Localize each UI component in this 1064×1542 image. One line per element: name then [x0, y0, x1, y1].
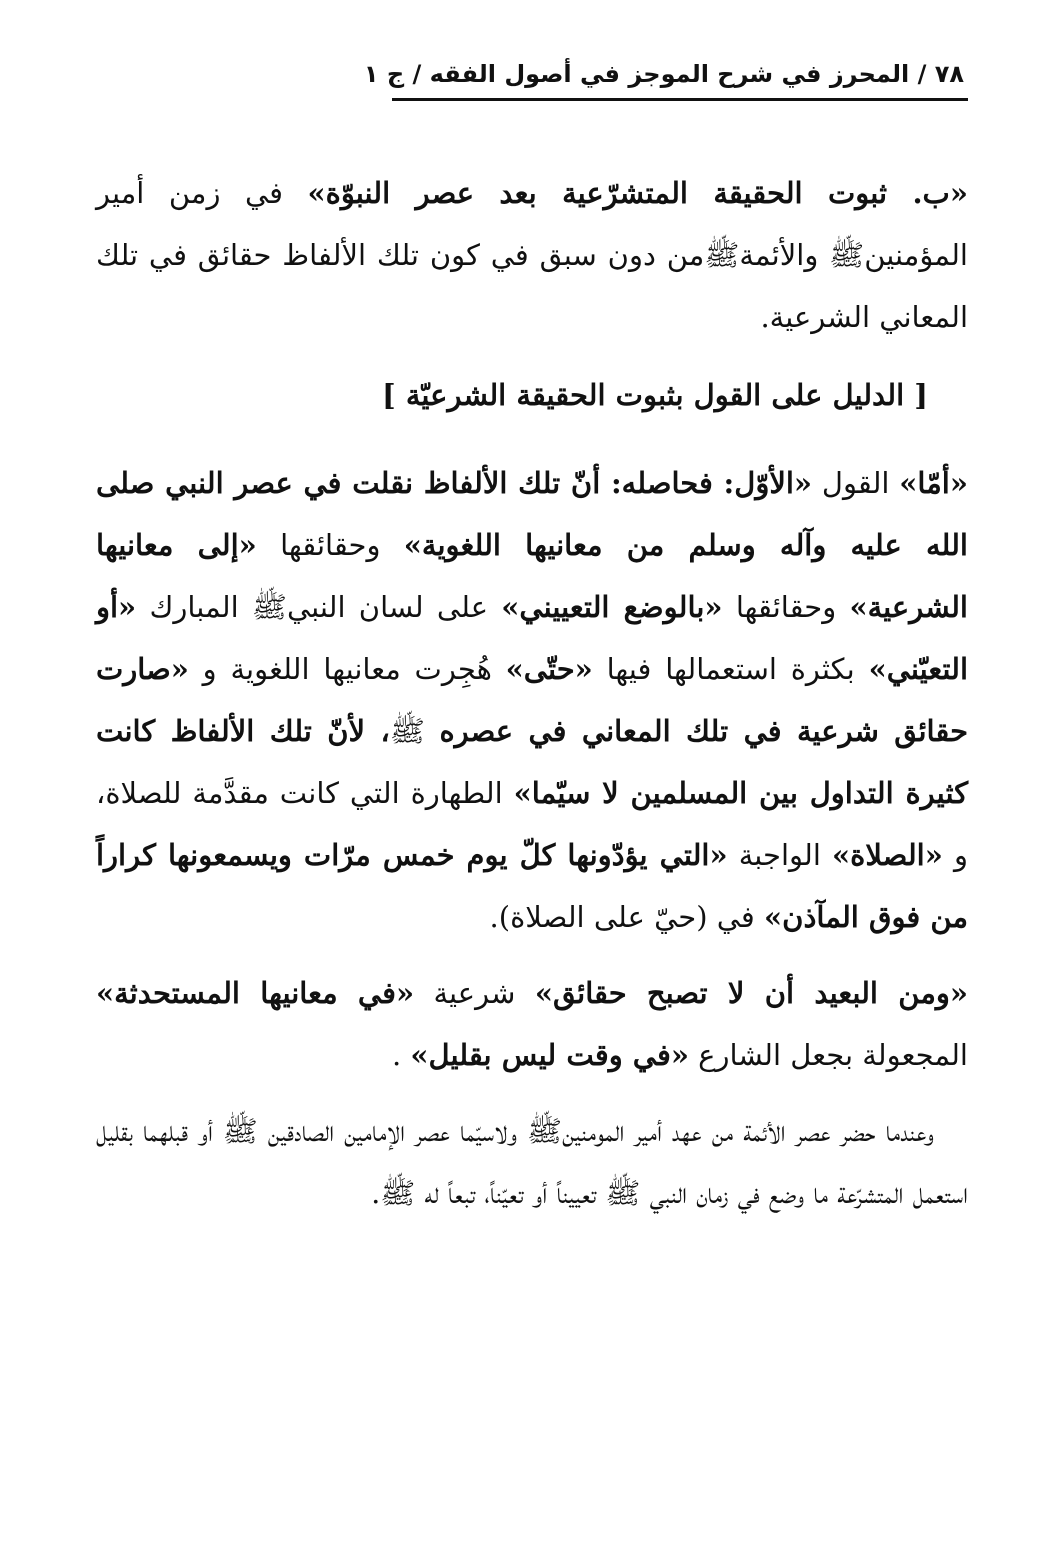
- text-segment: أو قبلهما بقليل استعمل المتشرّعة ما وضع في زمان النبي: [96, 1114, 968, 1210]
- paragraph-4: [96, 1100, 968, 1224]
- text-segment: المبارك: [136, 590, 252, 624]
- text-segment: «إلى معانيها الشرعية»: [96, 528, 968, 624]
- text-segment: الطهارة التي كانت مقدَّمة للصلاة، و: [96, 776, 968, 872]
- header-rule: [392, 98, 968, 101]
- text-segment: .: [371, 1176, 381, 1210]
- text-segment: «أو التعيّني»: [96, 590, 968, 686]
- paragraph-2: [96, 452, 968, 948]
- text-segment: «صارت حقائق شرعية في تلك المعاني في عصره: [96, 652, 968, 748]
- text-segment: وعندما حضر عصر الأئمة من عهد أمير المومنين: [562, 1114, 934, 1148]
- running-header: ٧٨ / المحرز في شرح الموجز في أصول الفقه / ج ١: [363, 60, 964, 88]
- text-segment: «بالوضع التعييني»: [501, 590, 723, 624]
- text-segment: «الصلاة»: [832, 838, 943, 872]
- honorific-glyph: ﷺ: [605, 1176, 641, 1210]
- text-segment: من دون سبق في كون تلك الألفاظ حقائق في تلك المعاني الشرعية.: [96, 238, 968, 334]
- honorific-glyph: ﷺ: [829, 238, 865, 272]
- text-segment: هُجِرت معانيها اللغوية و: [188, 652, 506, 686]
- text-segment: ، لأنّ تلك الألفاظ كانت كثيرة التداول بين المسلمين لا سيّما»: [96, 714, 968, 810]
- text-segment: «في وقت ليس بقليل»: [410, 1038, 689, 1072]
- text-segment: «التي يؤدّونها كلّ يوم خمس مرّات ويسمعونها كراراً من فوق المآذن»: [96, 838, 968, 934]
- text-segment: في زمن أمير المؤمنين: [96, 176, 968, 272]
- text-segment: «ب. ثبوت الحقيقة المتشرّعية بعد عصر النبوّة»: [307, 176, 968, 210]
- honorific-glyph: ﷺ: [704, 238, 740, 272]
- text-segment: الواجبة: [727, 838, 833, 872]
- text-segment: «ومن البعيد أن لا تصبح حقائق»: [534, 976, 969, 1010]
- text-segment: القول: [812, 466, 900, 500]
- text-segment: شرعية: [414, 976, 535, 1010]
- text-segment: ولاسيّما عصر الإمامين الصادقين: [257, 1114, 528, 1148]
- paragraph-1: [96, 162, 968, 348]
- text-segment: على لسان النبي: [286, 590, 502, 624]
- section-heading: [ الدليل على القول بثبوت الحقيقة الشرعيّة ]: [382, 378, 928, 412]
- text-segment: تعييناً أو تعيّناً، تبعاً له: [415, 1176, 606, 1210]
- honorific-glyph: ﷺ: [222, 1114, 258, 1148]
- honorific-glyph: ﷺ: [527, 1114, 563, 1148]
- text-segment: .: [391, 1038, 411, 1072]
- honorific-glyph: ﷺ: [389, 714, 440, 748]
- text-segment: وحقائقها: [256, 528, 404, 562]
- text-segment: بكثرة استعمالها فيها: [592, 652, 869, 686]
- text-segment: «حتّى»: [505, 652, 593, 686]
- text-segment: المجعولة بجعل الشارع: [688, 1038, 968, 1072]
- honorific-glyph: ﷺ: [380, 1176, 416, 1210]
- body-text: [96, 162, 968, 1238]
- honorific-glyph: ﷺ: [251, 590, 287, 624]
- text-segment: والأئمة: [739, 238, 830, 272]
- text-segment: «في معانيها المستحدثة»: [96, 976, 415, 1010]
- text-segment: «الأوّل: فحاصله: أنّ تلك الألفاظ نقلت في عصر النبي صلى الله عليه وآله وسلم من معانيها اللغوية»: [96, 466, 968, 562]
- paragraph-3: [96, 962, 968, 1086]
- text-segment: وحقائقها: [722, 590, 850, 624]
- text-segment: «أمّا»: [899, 466, 968, 500]
- text-segment: في (حيّ على الصلاة).: [489, 900, 765, 934]
